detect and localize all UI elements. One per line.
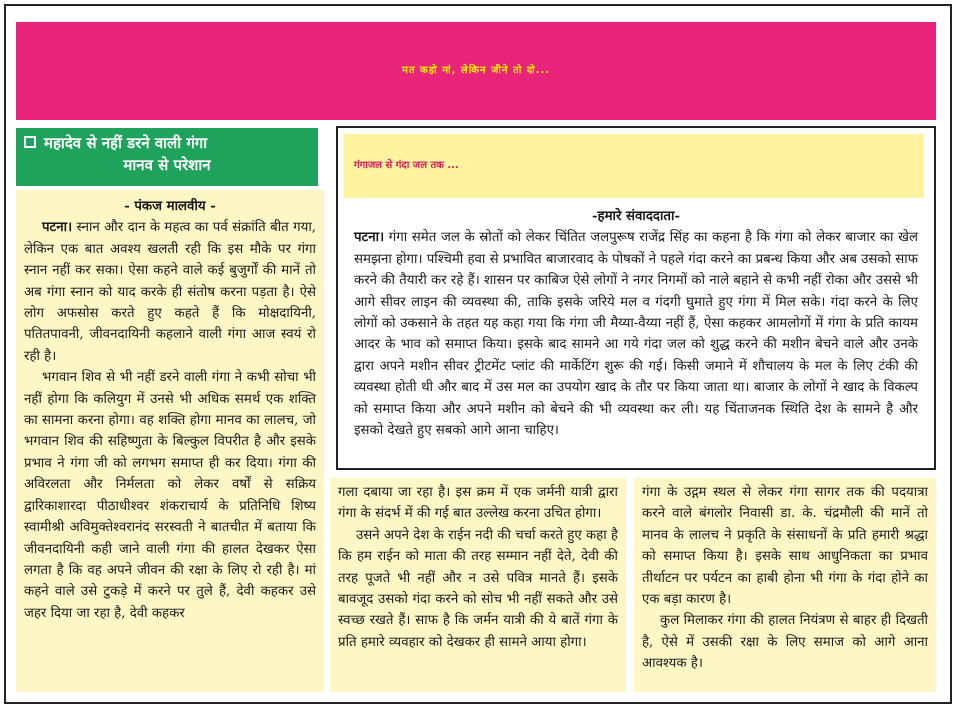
story2-title-banner xyxy=(344,134,924,198)
story1-column-3 xyxy=(634,478,936,692)
story1-paragraph-4: उसने अपने देश के राईन नदी की चर्चा करते हुए कहा है कि हम राईन को माता की तरह सम्मान नहीं देते, देवी की तरह पूजते भी नहीं और न उसे पवित्र मानते हैं। इसके बावजूद उसको गंदा करने को सोच भी नहीं सकते और उसे स्वच्छ रखते हैं। साफ है कि जर्मन यात्री की ये बातें गंगा के प्रति हमारे व्यवहार को देखकर ही सामने आया होगा। xyxy=(338,527,618,650)
subheading-line-2: मानव से परेशान xyxy=(123,156,211,174)
story1-paragraph-1: पटना। स्नान और दान के महत्व का पर्व संक्रांति बीत गया, लेकिन एक बात अवश्य खलती रही कि इस मौके पर गंगा स्नान नहीं कर सका। ऐसा कहने वाले कई बुजुर्गों की मानें तो अब गंगा स्नान को याद करके ही संतोष करना पड़ता है। ऐसे लोग अफसोस करते हुए कहते हैं कि मोक्षदायिनी, पतितपावनी, जीवनदायिनी कहलाने वाली गंगा आज स्वयं रो रही है। xyxy=(24,220,316,364)
story2-body xyxy=(346,204,926,462)
story2-dateline: पटना। xyxy=(354,230,385,246)
headline-banner xyxy=(16,22,936,120)
subheading-line-1: महादेव से नहीं डरने वाली गंगा xyxy=(44,134,208,152)
story1-column-1 xyxy=(16,190,324,692)
story1-paragraph-5: गंगा के उद्गम स्थल से लेकर गंगा सागर तक की पदयात्रा करने वाले बंगलोर निवासी डा. के. चंद्रमौली की मानें तो मानव के लालच ने प्रकृति के संसाधनों के प्रति हमारी श्रद्धा को समाप्त किया है। इसके साथ आधुनिकता का प्रभाव तीर्थाटन पर पर्यटन का हाबी होना भी गंगा के गंदा होने का एक बड़ा कारण है। xyxy=(642,485,928,608)
story1-paragraph-6: कुल मिलाकर गंगा की हालत नियंत्रण से बाहर ही दिखती है, ऐसे में उसकी रक्षा के लिए समाज को आगे आना आवश्यक है। xyxy=(642,613,928,672)
story1-paragraph-2: भगवान शिव से भी नहीं डरने वाली गंगा ने कभी सोचा भी नहीं होगा कि कलियुग में उनसे भी अधिक समर्थ एक शक्ति का सामना करना होगा। वह शक्ति होगा मानव का लालच, जो भगवान शिव की सहिष्णुता के बिल्कुल विपरीत है और इसके प्रभाव ने गंगा जी को लगभग समाप्त ही कर दिया। गंगा की अविरलता और निर्मलता को लेकर वर्षों से सक्रिय द्वारिकाशारदा पीठाधीश्वर शंकराचार्य के प्रतिनिधि शिष्य स्वामीश्री अविमुक्तेश्वरानंद सरस्वती ने बातचीत में बताया कि जीवनदायिनी कही जाने वाली गंगा की हालत देखकर ऐसा लगता है कि वह अपने जीवन की रक्षा के लिए रो रही है। मां कहने वाले उसे टुकड़े में करने पर तुले हैं, देवी कहकर उसे जहर दिया जा रहा है, देवी कहकर xyxy=(24,370,316,621)
story1-dateline: पटना। xyxy=(42,220,73,236)
headline: मत कहो मां, लेकिन जीने तो दो... xyxy=(401,65,551,76)
story1-byline: - पंकज मालवीय - xyxy=(124,199,216,214)
story2-byline: -हमारे संवाददाता- xyxy=(592,209,680,224)
story1-column-2 xyxy=(330,478,626,692)
story2-paragraph: पटना। गंगा समेत जल के स्रोतों को लेकर चिंतित जलपुरूष राजेंद्र सिंह का कहना है कि गंगा को लेकर बाजार का खेल समझना होगा। पश्चिमी हवा से प्रभावित बाजारवाद के पोषकों ने पहले गंदा करने का प्रबन्ध किया और अब उसको साफ करने की तैयारी कर रहे हैं। शासन पर काबिज ऐसे लोगों ने नगर निगमों को नाले बहाने से कभी नहीं रोका और उससे भी आगे सीवर लाइन की व्यवस्था की, ताकि इसके जरिये मल व गंदगी घुमाते हुए गंगा में मिल सके। गंदा करने के लिए लोगों को उकसाने के तहत यह कहा गया कि गंगा जी मैय्या-वैय्या नहीं हैं, ऐसा कहकर आमलोगों में गंगा के प्रति कायम आदर के भाव को समाप्त किया। इसके बाद सामने आ गये गंदा जल को शुद्ध करने की मशीन बेचने वाले और उनके द्वारा अपने मशीन सीवर ट्रीटमेंट प्लांट की मार्केटिंग शुरू की गई। किसी जमाने में शौचालय के मल के लिए टंकी की व्यवस्था होती थी और बाद में उस मल का उपयोग खाद के तौर पर किया जाता था। बाजार के लोगों ने खाद के विकल्प को समाप्त किया और अपने मशीन को बेचने की भी व्यवस्था कर ली। यह चिंताजनक स्थिति देश के सामने है और इसको देखते हुए सबको आगे आना चाहिए। xyxy=(354,230,918,439)
story2-title: गंगाजल से गंदा जल तक ... xyxy=(354,160,459,171)
subheading-box xyxy=(16,128,318,186)
checkbox-bullet-icon xyxy=(24,136,36,148)
story1-paragraph-3: गला दबाया जा रहा है। इस क्रम में एक जर्मनी यात्री द्वारा गंगा के संदर्भ में की गई बात उल्लेख करना उचित होगा। xyxy=(338,485,618,522)
